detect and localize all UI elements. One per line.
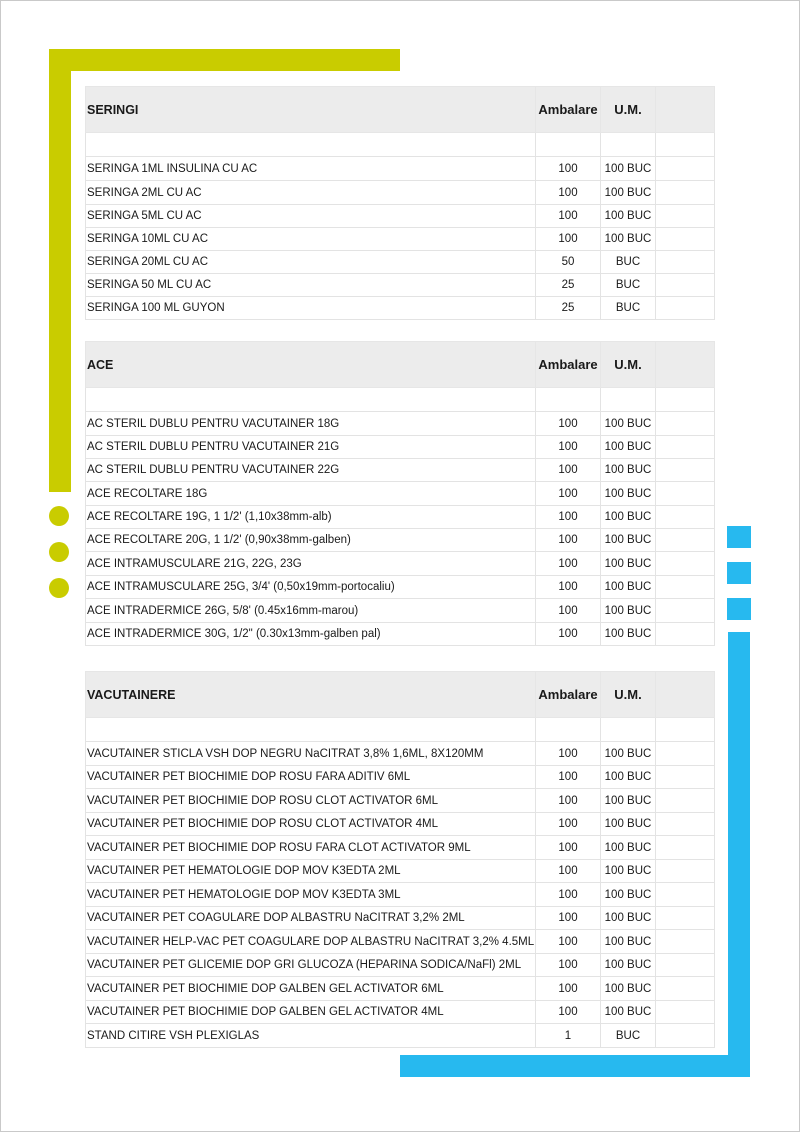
packaging-value: 100: [536, 482, 601, 506]
table-row: [86, 181, 715, 205]
extra-cell: [656, 599, 715, 623]
product-name: VACUTAINER PET BIOCHIMIE DOP GALBEN GEL ACTIVATOR 4ML: [86, 1001, 536, 1024]
table-row: [86, 576, 715, 599]
unit-value: 100 BUC: [601, 907, 656, 930]
table-row: [86, 482, 715, 506]
packaging-value: 100: [536, 813, 601, 836]
product-name: SERINGA 2ML CU AC: [86, 181, 536, 205]
unit-value: 100 BUC: [601, 412, 656, 436]
unit-value: 100 BUC: [601, 623, 656, 646]
table-header: [86, 342, 715, 388]
unit-value: 100 BUC: [601, 436, 656, 459]
table-vacutainere: [85, 671, 715, 1048]
lime-left-bar: [49, 49, 71, 492]
table-row: [86, 274, 715, 297]
extra-cell: [656, 789, 715, 813]
extra-cell: [656, 860, 715, 883]
extra-cell: [656, 813, 715, 836]
header-extra: [656, 87, 715, 133]
unit-value: 100 BUC: [601, 789, 656, 813]
section-ace: [85, 341, 714, 646]
packaging-value: 100: [536, 506, 601, 529]
table-row: [86, 436, 715, 459]
table-seringi: [85, 86, 715, 320]
packaging-value: 25: [536, 297, 601, 320]
unit-value: 100 BUC: [601, 1001, 656, 1024]
unit-value: 100 BUC: [601, 954, 656, 977]
table-row: [86, 1024, 715, 1048]
product-name: VACUTAINER PET HEMATOLOGIE DOP MOV K3EDTA 2ML: [86, 860, 536, 883]
header-unit: U.M.: [601, 87, 656, 133]
unit-value: 100 BUC: [601, 181, 656, 205]
table-row: [86, 412, 715, 436]
packaging-value: 100: [536, 599, 601, 623]
table-row: [86, 907, 715, 930]
header-packaging: Ambalare: [536, 672, 601, 718]
product-name: ACE INTRADERMICE 30G, 1/2" (0.30x13mm-galben pal): [86, 623, 536, 646]
product-name: SERINGA 1ML INSULINA CU AC: [86, 157, 536, 181]
packaging-value: 100: [536, 157, 601, 181]
unit-value: 100 BUC: [601, 883, 656, 907]
spacer-row: [86, 718, 715, 742]
table-row: [86, 599, 715, 623]
product-name: SERINGA 5ML CU AC: [86, 205, 536, 228]
table-row: [86, 954, 715, 977]
unit-value: 100 BUC: [601, 459, 656, 482]
table-row: [86, 506, 715, 529]
extra-cell: [656, 1024, 715, 1048]
unit-value: 100 BUC: [601, 228, 656, 251]
packaging-value: 100: [536, 836, 601, 860]
product-name: ACE RECOLTARE 19G, 1 1/2' (1,10x38mm-alb): [86, 506, 536, 529]
table-row: [86, 742, 715, 766]
packaging-value: 100: [536, 907, 601, 930]
section-seringi: [85, 86, 714, 320]
product-name: SERINGA 10ML CU AC: [86, 228, 536, 251]
extra-cell: [656, 506, 715, 529]
product-name: ACE INTRAMUSCULARE 21G, 22G, 23G: [86, 552, 536, 576]
cyan-right-bar: [728, 632, 750, 1077]
packaging-value: 100: [536, 1001, 601, 1024]
cyan-square-3: [727, 598, 751, 620]
packaging-value: 100: [536, 742, 601, 766]
extra-cell: [656, 930, 715, 954]
packaging-value: 100: [536, 228, 601, 251]
packaging-value: 100: [536, 436, 601, 459]
table-row: [86, 251, 715, 274]
table-row: [86, 930, 715, 954]
table-header: [86, 672, 715, 718]
unit-value: 100 BUC: [601, 506, 656, 529]
product-name: VACUTAINER PET BIOCHIMIE DOP ROSU CLOT ACTIVATOR 4ML: [86, 813, 536, 836]
product-name: VACUTAINER PET BIOCHIMIE DOP ROSU FARA ADITIV 6ML: [86, 766, 536, 789]
product-name: ACE INTRAMUSCULARE 25G, 3/4' (0,50x19mm-portocaliu): [86, 576, 536, 599]
extra-cell: [656, 623, 715, 646]
extra-cell: [656, 883, 715, 907]
extra-cell: [656, 181, 715, 205]
product-name: STAND CITIRE VSH PLEXIGLAS: [86, 1024, 536, 1048]
table-row: [86, 813, 715, 836]
product-name: SERINGA 50 ML CU AC: [86, 274, 536, 297]
unit-value: 100 BUC: [601, 860, 656, 883]
product-name: ACE RECOLTARE 20G, 1 1/2' (0,90x38mm-galben): [86, 529, 536, 552]
packaging-value: 100: [536, 930, 601, 954]
extra-cell: [656, 274, 715, 297]
packaging-value: 100: [536, 459, 601, 482]
product-name: AC STERIL DUBLU PENTRU VACUTAINER 22G: [86, 459, 536, 482]
section-title: SERINGI: [86, 87, 536, 133]
table-ace: [85, 341, 715, 646]
unit-value: 100 BUC: [601, 205, 656, 228]
cyan-bottom-bar: [400, 1055, 750, 1077]
table-row: [86, 552, 715, 576]
product-name: AC STERIL DUBLU PENTRU VACUTAINER 18G: [86, 412, 536, 436]
table-row: [86, 836, 715, 860]
table-header: [86, 87, 715, 133]
table-row: [86, 883, 715, 907]
packaging-value: 100: [536, 766, 601, 789]
unit-value: 100 BUC: [601, 599, 656, 623]
table-row: [86, 977, 715, 1001]
table-row: [86, 766, 715, 789]
extra-cell: [656, 766, 715, 789]
extra-cell: [656, 529, 715, 552]
spacer-row: [86, 133, 715, 157]
unit-value: 100 BUC: [601, 552, 656, 576]
extra-cell: [656, 954, 715, 977]
extra-cell: [656, 297, 715, 320]
cyan-square-1: [727, 526, 751, 548]
header-unit: U.M.: [601, 672, 656, 718]
packaging-value: 100: [536, 576, 601, 599]
packaging-value: 100: [536, 954, 601, 977]
header-extra: [656, 672, 715, 718]
extra-cell: [656, 482, 715, 506]
packaging-value: 50: [536, 251, 601, 274]
table-row: [86, 1001, 715, 1024]
table-row: [86, 860, 715, 883]
unit-value: 100 BUC: [601, 742, 656, 766]
product-name: ACE INTRADERMICE 26G, 5/8' (0.45x16mm-marou): [86, 599, 536, 623]
section-title: ACE: [86, 342, 536, 388]
unit-value: 100 BUC: [601, 813, 656, 836]
extra-cell: [656, 459, 715, 482]
unit-value: 100 BUC: [601, 482, 656, 506]
table-row: [86, 297, 715, 320]
table-row: [86, 459, 715, 482]
header-packaging: Ambalare: [536, 342, 601, 388]
extra-cell: [656, 436, 715, 459]
unit-value: 100 BUC: [601, 766, 656, 789]
product-name: VACUTAINER HELP-VAC PET COAGULARE DOP ALBASTRU NaCITRAT 3,2% 4.5ML: [86, 930, 536, 954]
packaging-value: 100: [536, 205, 601, 228]
packaging-value: 100: [536, 529, 601, 552]
packaging-value: 100: [536, 181, 601, 205]
product-name: VACUTAINER PET BIOCHIMIE DOP ROSU CLOT ACTIVATOR 6ML: [86, 789, 536, 813]
extra-cell: [656, 977, 715, 1001]
packaging-value: 100: [536, 789, 601, 813]
spacer-row: [86, 388, 715, 412]
lime-top-bar: [49, 49, 400, 71]
extra-cell: [656, 742, 715, 766]
packaging-value: 100: [536, 623, 601, 646]
lime-dot-1: [49, 506, 69, 526]
table-row: [86, 228, 715, 251]
unit-value: 100 BUC: [601, 930, 656, 954]
extra-cell: [656, 157, 715, 181]
packaging-value: 100: [536, 977, 601, 1001]
table-row: [86, 789, 715, 813]
lime-dot-2: [49, 542, 69, 562]
cyan-square-2: [727, 562, 751, 584]
unit-value: 100 BUC: [601, 576, 656, 599]
extra-cell: [656, 907, 715, 930]
header-packaging: Ambalare: [536, 87, 601, 133]
packaging-value: 100: [536, 860, 601, 883]
packaging-value: 1: [536, 1024, 601, 1048]
table-row: [86, 529, 715, 552]
header-unit: U.M.: [601, 342, 656, 388]
packaging-value: 25: [536, 274, 601, 297]
extra-cell: [656, 576, 715, 599]
product-name: SERINGA 100 ML GUYON: [86, 297, 536, 320]
section-title: VACUTAINERE: [86, 672, 536, 718]
unit-value: 100 BUC: [601, 836, 656, 860]
lime-dot-3: [49, 578, 69, 598]
unit-value: BUC: [601, 251, 656, 274]
packaging-value: 100: [536, 412, 601, 436]
product-name: AC STERIL DUBLU PENTRU VACUTAINER 21G: [86, 436, 536, 459]
product-name: VACUTAINER PET HEMATOLOGIE DOP MOV K3EDTA 3ML: [86, 883, 536, 907]
extra-cell: [656, 251, 715, 274]
product-name: VACUTAINER STICLA VSH DOP NEGRU NaCITRAT 3,8% 1,6ML, 8X120MM: [86, 742, 536, 766]
table-row: [86, 623, 715, 646]
section-vacutainere: [85, 671, 714, 1048]
product-name: SERINGA 20ML CU AC: [86, 251, 536, 274]
unit-value: 100 BUC: [601, 529, 656, 552]
packaging-value: 100: [536, 552, 601, 576]
unit-value: BUC: [601, 1024, 656, 1048]
table-row: [86, 157, 715, 181]
product-name: VACUTAINER PET BIOCHIMIE DOP GALBEN GEL ACTIVATOR 6ML: [86, 977, 536, 1001]
extra-cell: [656, 552, 715, 576]
extra-cell: [656, 412, 715, 436]
extra-cell: [656, 836, 715, 860]
unit-value: BUC: [601, 274, 656, 297]
unit-value: BUC: [601, 297, 656, 320]
extra-cell: [656, 205, 715, 228]
unit-value: 100 BUC: [601, 157, 656, 181]
header-extra: [656, 342, 715, 388]
packaging-value: 100: [536, 883, 601, 907]
extra-cell: [656, 1001, 715, 1024]
product-name: VACUTAINER PET COAGULARE DOP ALBASTRU NaCITRAT 3,2% 2ML: [86, 907, 536, 930]
extra-cell: [656, 228, 715, 251]
table-row: [86, 205, 715, 228]
unit-value: 100 BUC: [601, 977, 656, 1001]
product-name: ACE RECOLTARE 18G: [86, 482, 536, 506]
product-name: VACUTAINER PET GLICEMIE DOP GRI GLUCOZA (HEPARINA SODICA/NaFl) 2ML: [86, 954, 536, 977]
product-name: VACUTAINER PET BIOCHIMIE DOP ROSU FARA CLOT ACTIVATOR 9ML: [86, 836, 536, 860]
